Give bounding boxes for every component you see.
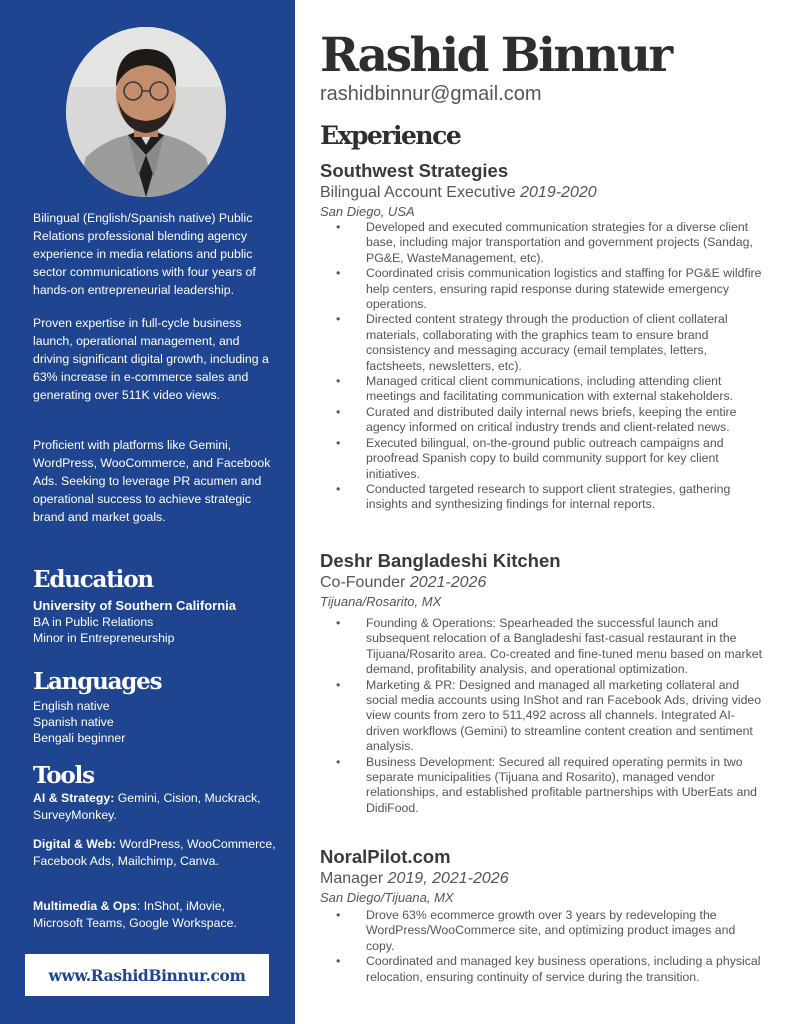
tools-heading: Tools — [33, 762, 94, 789]
job-title-text: Manager — [320, 870, 388, 887]
tools-group-text: Gemini, Cision, Muckrack, SurveyMonkey. — [33, 791, 261, 822]
tools-group-label: Multimedia & Ops — [33, 899, 137, 913]
email-link[interactable]: rashidbinnur@gmail.com — [320, 83, 542, 105]
website-link[interactable]: www.RashidBinnur.com — [25, 954, 269, 996]
job-location: San Diego, USA — [320, 204, 415, 219]
education-degree: BA in Public Relations — [33, 615, 154, 629]
job-bullet: • Drove 63% ecommerce growth over 3 years by redeveloping the WordPress/WooCommerce site, and optimizing product images and copy. — [320, 908, 765, 954]
tools-group-multimedia — [33, 898, 278, 931]
language-item: Spanish native — [33, 715, 114, 729]
job-bullets — [320, 908, 765, 985]
job-location: San Diego/Tijuana, MX — [320, 890, 454, 905]
job-bullet: • Founding & Operations: Spearheaded the successful launch and subsequent relocation of a Bangladeshi fast-casual restaurant in the Tijuana/Rosarito area. Co-created and fine-tuned menu based on market demand, profitability analysis, and operational optimization. — [320, 616, 765, 678]
education-section — [33, 598, 278, 646]
languages-list — [33, 698, 278, 746]
education-minor: Minor in Entrepreneurship — [33, 631, 175, 645]
job-bullet: • Directed content strategy through the production of client collateral materials, collaborating with the graphics team to ensure brand consistency and messaging accuracy (email templates, letters, factsheets, newsletters, etc). — [320, 312, 765, 374]
summary-paragraph-3: Proficient with platforms like Gemini, WordPress, WooCommerce, and Facebook Ads. Seeking to leverage PR acumen and operational success to achieve strategic brand and market goals. — [33, 438, 271, 524]
languages-heading: Languages — [33, 668, 162, 695]
job-bullet: • Coordinated and managed key business operations, including a physical relocation, ensuring continuity of service during the transition. — [320, 954, 765, 985]
job-bullet: • Marketing & PR: Designed and managed all marketing collateral and social media accounts using InShot and ran Facebook Ads, driving video view counts from zero to 511,492 across all channels. Integrated AI-driven workflows (Gemini) to streamline content creation and sentiment analysis. — [320, 678, 765, 755]
job-entry-deshr — [320, 549, 765, 816]
job-title — [320, 869, 765, 889]
job-bullet: • Managed critical client communications, including attending client meetings and facilitating communication with external stakeholders. — [320, 374, 765, 405]
job-company: Southwest Strategies — [320, 160, 509, 181]
sidebar — [0, 0, 295, 1024]
job-bullet: • Curated and distributed daily internal news briefs, keeping the entire agency informed on critical industry trends and client-related news. — [320, 405, 765, 436]
job-dates: 2019, 2021-2026 — [387, 870, 509, 887]
job-bullet: • Coordinated crisis communication logistics and staffing for PG&E wildfire help centers, ensuring rapid response during statewide emergency operations. — [320, 266, 765, 312]
job-title-text: Co-Founder — [320, 574, 410, 591]
job-title — [320, 573, 765, 593]
job-location: Tijuana/Rosarito, MX — [320, 594, 442, 609]
job-company: NoralPilot.com — [320, 846, 451, 867]
candidate-name: Rashid Binnur — [320, 28, 671, 83]
language-item: Bengali beginner — [33, 731, 126, 745]
job-bullet: • Developed and executed communication strategies for a diverse client base, including major transportation and government projects (Sandag, PG&E, WasteManagement, etc). — [320, 220, 765, 266]
job-bullets — [320, 220, 765, 513]
job-bullet: • Executed bilingual, on-the-ground public outreach campaigns and proofread Spanish copy to build community support for key client initiatives. — [320, 436, 765, 482]
education-heading: Education — [33, 566, 153, 593]
job-bullet: • Business Development: Secured all required operating permits in two separate municipalities (Tijuana and Rosarito), managed vendor relationships, and established profitable partnerships with UberEats and DidiFood. — [320, 755, 765, 817]
job-bullets — [320, 616, 765, 816]
experience-heading: Experience — [320, 121, 461, 150]
job-entry-noralpilot — [320, 845, 765, 985]
tools-group-ai — [33, 790, 278, 823]
summary-paragraph-2: Proven expertise in full-cycle business launch, operational management, and driving significant digital growth, including a 63% increase in e-commerce sales and generating over 511K video views. — [33, 316, 269, 402]
job-title-text: Bilingual Account Executive — [320, 184, 521, 201]
tools-group-label: AI & Strategy: — [33, 791, 115, 805]
language-item: English native — [33, 699, 110, 713]
job-entry-southwest — [320, 159, 765, 513]
summary-paragraph-1: Bilingual (English/Spanish native) Public Relations professional blending agency experience in media relations and public sector communications with four years of hands-on entrepreneurial leadership. — [33, 211, 256, 297]
tools-group-digital — [33, 836, 278, 869]
job-title — [320, 183, 765, 203]
job-dates: 2019-2020 — [520, 184, 597, 201]
tools-group-text: : InShot, iMovie, Microsoft Teams, Google Workspace. — [33, 899, 237, 930]
profile-photo — [66, 27, 226, 197]
job-company: Deshr Bangladeshi Kitchen — [320, 550, 561, 571]
portrait-image — [66, 27, 226, 197]
education-school: University of Southern California — [33, 598, 236, 613]
tools-group-label: Digital & Web: — [33, 837, 117, 851]
job-dates: 2021-2026 — [409, 574, 487, 591]
tools-group-text: WordPress, WooCommerce, Facebook Ads, Mailchimp, Canva. — [33, 837, 276, 868]
job-bullet: • Conducted targeted research to support client strategies, gathering insights and synthesizing findings for internal reports. — [320, 482, 765, 513]
